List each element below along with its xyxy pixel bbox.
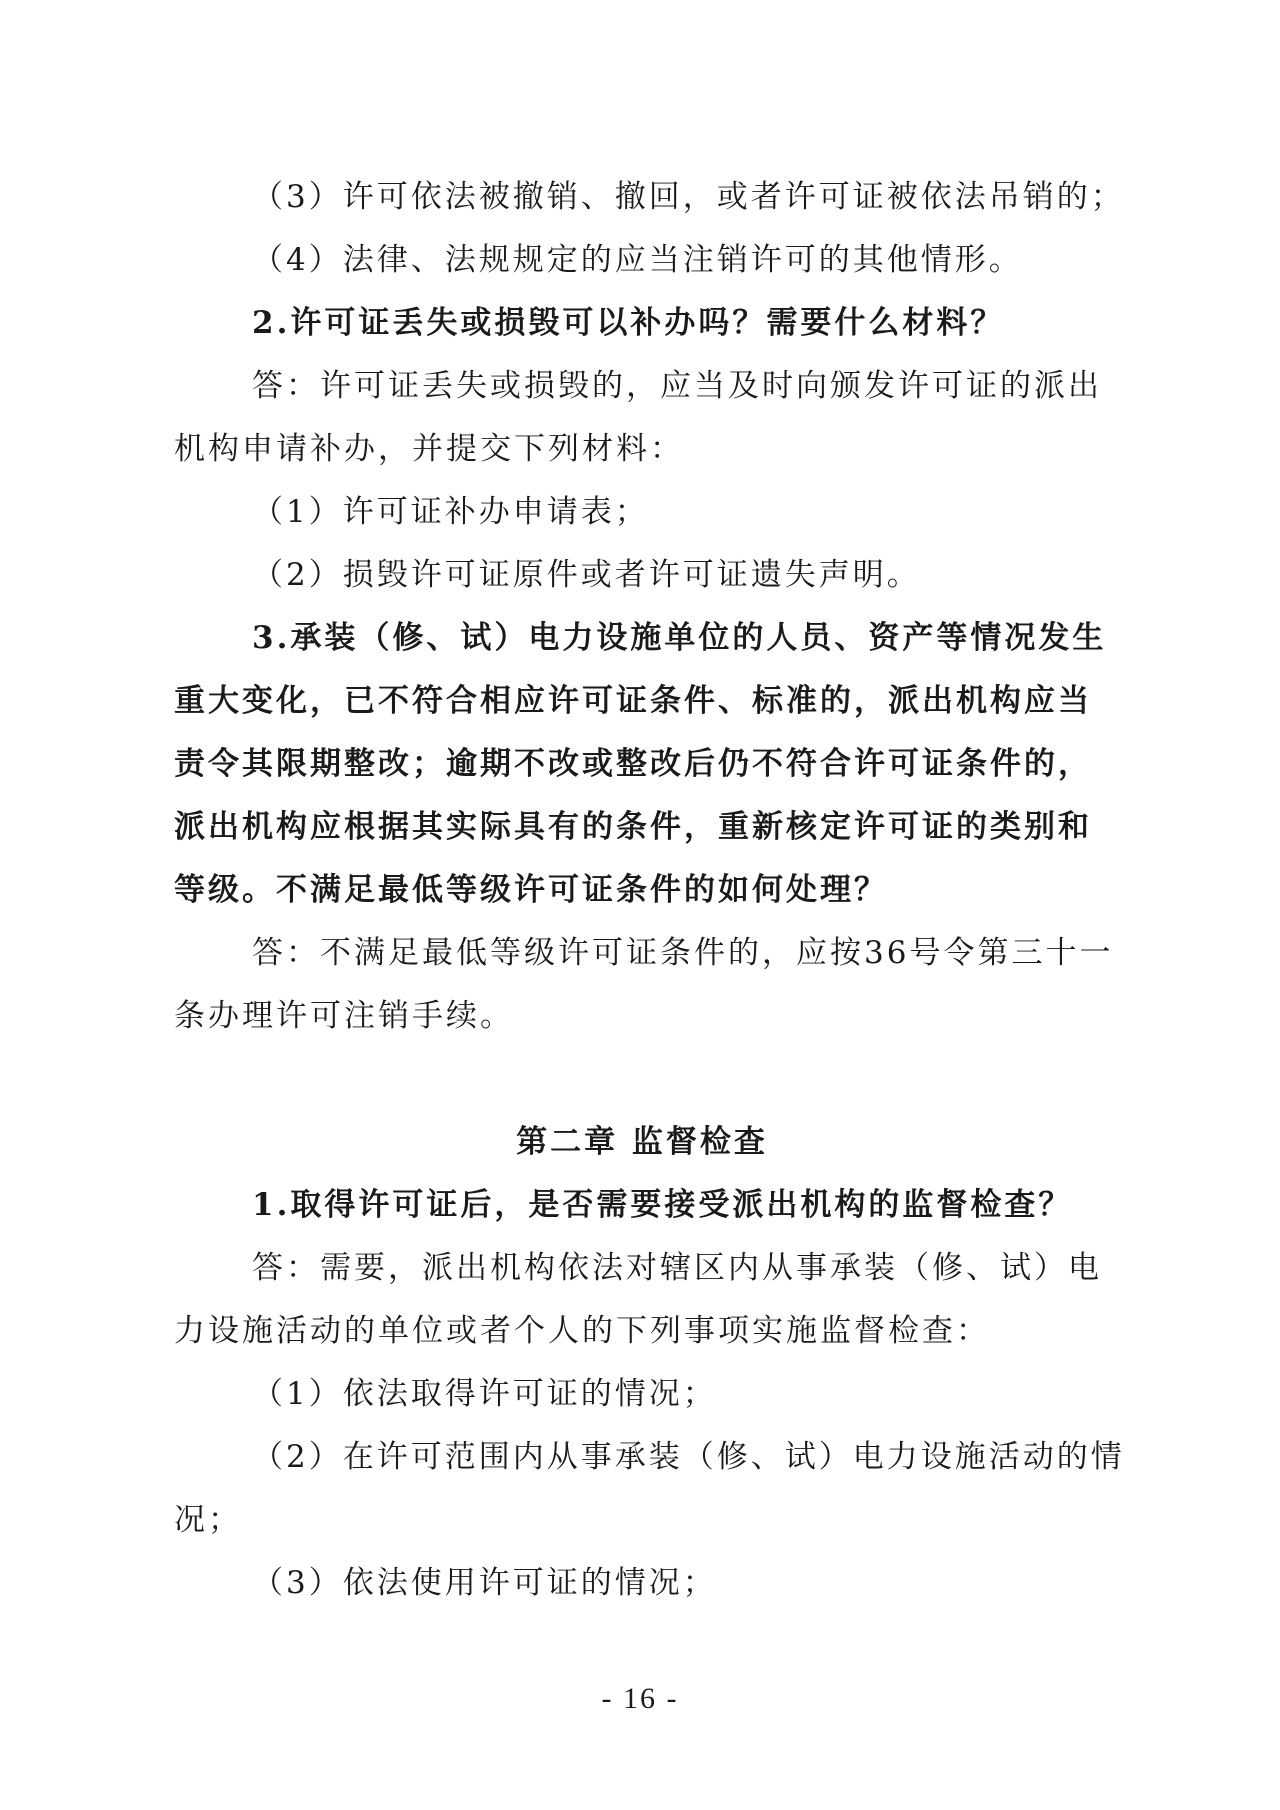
question-major-change-line-3: 责令其限期整改；逾期不改或整改后仍不符合许可证条件的， [174, 746, 1092, 782]
list-item-scope-line-2: 况； [174, 1502, 242, 1538]
answer-major-change-line-1: 答：不满足最低等级许可证条件的，应按36号令第三十一 [252, 935, 1114, 971]
page-number: - 16 - [601, 1682, 679, 1715]
list-item-application-form: （1）许可证补办申请表； [252, 494, 649, 530]
question-supervision: 1.取得许可证后，是否需要接受派出机构的监督检查？ [252, 1187, 1073, 1223]
section-spacer [174, 1048, 1110, 1111]
question-major-change-line-1: 3.承装（修、试）电力设施单位的人员、资产等情况发生 [252, 620, 1107, 656]
list-item-license-obtained: （1）依法取得许可证的情况； [252, 1376, 717, 1412]
question-major-change-line-4: 派出机构应根据其实际具有的条件，重新核定许可证的类别和 [174, 809, 1092, 845]
chapter-title: 第二章 监督检查 [516, 1124, 768, 1160]
answer-reissue-line-1: 答：许可证丢失或损毁的，应当及时向颁发许可证的派出 [252, 368, 1102, 404]
answer-major-change-line-2: 条办理许可注销手续。 [174, 998, 514, 1034]
question-reissue: 2.许可证丢失或损毁可以补办吗？需要什么材料？ [252, 305, 1005, 341]
list-item-license-usage: （3）依法使用许可证的情况； [252, 1565, 717, 1601]
list-item-revoked: （3）许可依法被撤销、撤回，或者许可证被依法吊销的； [252, 179, 1125, 215]
list-item-other-cases: （4）法律、法规规定的应当注销许可的其他情形。 [252, 242, 1023, 278]
answer-supervision-line-1: 答：需要，派出机构依法对辖区内从事承装（修、试）电 [252, 1250, 1102, 1286]
question-major-change-line-5: 等级。不满足最低等级许可证条件的如何处理？ [174, 872, 888, 908]
answer-reissue-line-2: 机构申请补办，并提交下列材料： [174, 431, 684, 467]
list-item-scope-line-1: （2）在许可范围内从事承装（修、试）电力设施活动的情 [252, 1439, 1125, 1475]
document-body [174, 166, 1125, 1615]
list-item-loss-statement: （2）损毁许可证原件或者许可证遗失声明。 [252, 557, 921, 593]
answer-supervision-line-2: 力设施活动的单位或者个人的下列事项实施监督检查： [174, 1313, 990, 1349]
question-major-change-line-2: 重大变化，已不符合相应许可证条件、标准的，派出机构应当 [174, 683, 1092, 719]
